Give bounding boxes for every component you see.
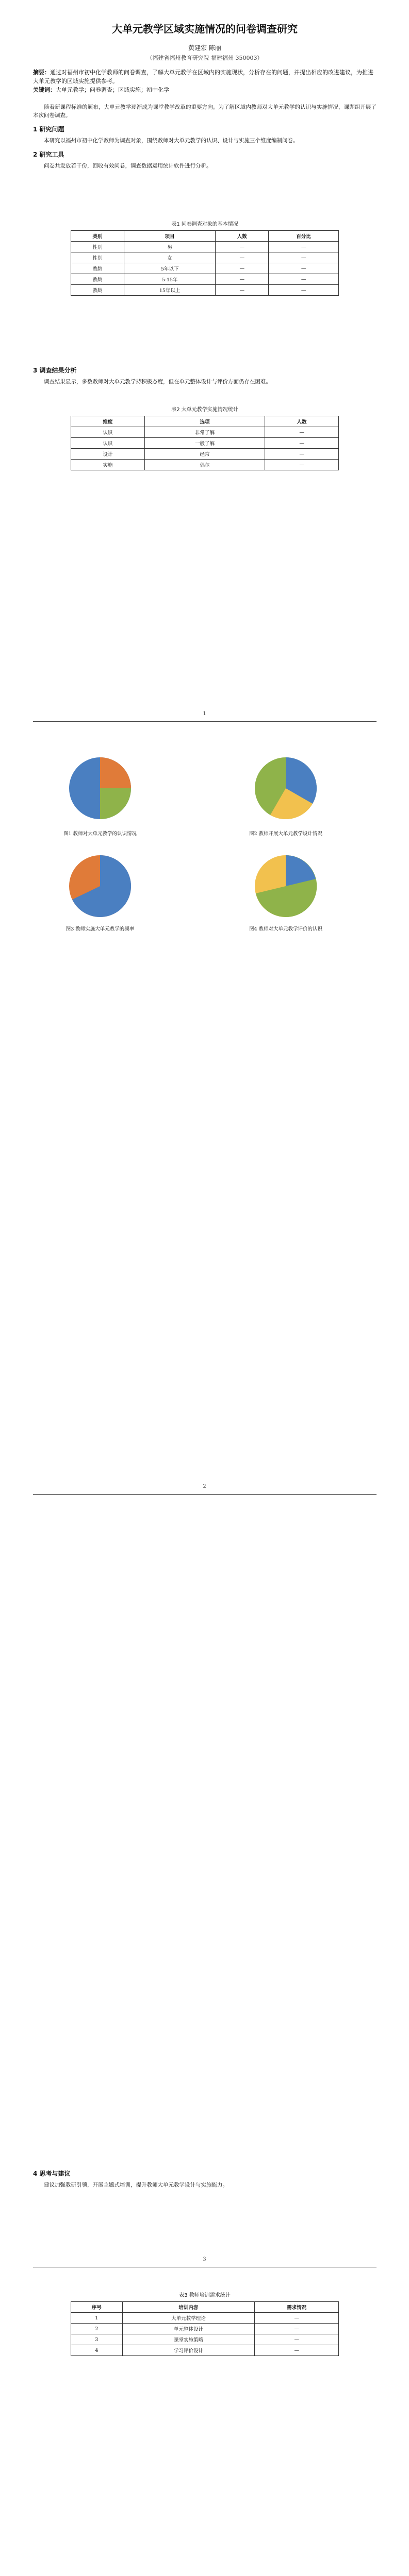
table-cell: —: [265, 460, 339, 470]
section-heading: 1 研究问题: [33, 126, 64, 133]
page-number: 3: [203, 2257, 206, 2262]
table-cell: 经常: [144, 449, 265, 460]
table-cell: —: [255, 2334, 339, 2345]
body-paragraph: 本研究以福州市初中化学教师为调查对象，围绕教师对大单元教学的认识、设计与实施三个维度编制问卷。: [44, 138, 299, 144]
figure-caption: 图1 教师对大单元教学的认识情况: [63, 831, 137, 837]
table-header: 项目: [124, 231, 216, 242]
figure-group: [33, 752, 377, 938]
table-row: [71, 2334, 339, 2345]
table-header: 人数: [216, 231, 269, 242]
table-row: [71, 274, 339, 285]
table-1: [33, 216, 377, 296]
table-cell: —: [255, 2313, 339, 2324]
abstract-text: 通过对福州市初中化学教师的问卷调查，了解大单元教学在区域内的实施现状，分析存在的问题，并提出相应的改进建议，为推进大单元教学的区域实施提供参考。: [33, 69, 373, 84]
table-cell: 大单元教学理论: [122, 2313, 255, 2324]
pie-chart: [250, 850, 322, 922]
table-row: [71, 285, 339, 296]
data-table: [71, 416, 339, 470]
table-row: [71, 438, 339, 449]
section-heading: 4 思考与建议: [33, 2170, 71, 2177]
table-row: [71, 2324, 339, 2334]
pie-svg: [64, 850, 136, 922]
section-heading: 3 调查结果分析: [33, 367, 77, 374]
page-number: 1: [203, 711, 206, 717]
table-cell: —: [216, 263, 269, 274]
table-cell: 男: [124, 242, 216, 252]
table-cell: 5年以下: [124, 263, 216, 274]
section-4: [33, 2164, 377, 2192]
pie-chart: [64, 752, 136, 824]
body-paragraph: 调查结果显示，多数教师对大单元教学持积极态度，但在单元整体设计与评价方面仍存在困难。: [44, 379, 271, 385]
table-row: [71, 242, 339, 252]
authors: 黄建宏 陈丽: [188, 44, 221, 52]
pie-chart: [250, 752, 322, 824]
table-cell: 教龄: [71, 274, 124, 285]
table-cell: —: [255, 2324, 339, 2334]
affiliation: （福建省福州教育研究院 福建福州 350003）: [146, 55, 263, 61]
table-caption: 表2 大单元教学实施情况统计: [171, 407, 238, 413]
page-number: 2: [203, 1484, 206, 1489]
body-paragraph: 建议加强教研引领，开展主题式培训，提升教师大单元教学设计与实施能力。: [44, 2182, 228, 2188]
table-cell: 偶尔: [144, 460, 265, 470]
pie-chart: [64, 850, 136, 922]
section-3: [33, 361, 377, 389]
keywords: 大单元教学；问卷调查；区域实施；初中化学: [56, 87, 169, 93]
table-cell: —: [269, 242, 339, 252]
section-heading: 2 研究工具: [33, 151, 64, 158]
table-row: [71, 460, 339, 470]
table-cell: 一般了解: [144, 438, 265, 449]
keywords-label: 关键词：: [33, 87, 56, 93]
table-row: [71, 2345, 339, 2356]
table-row: [71, 263, 339, 274]
pie-svg: [250, 752, 322, 824]
figure-caption: 图3 教师实施大单元教学的频率: [66, 926, 135, 932]
table-cell: 15年以上: [124, 285, 216, 296]
table-header: 类别: [71, 231, 124, 242]
table-cell: 设计: [71, 449, 145, 460]
table-header: 需求情况: [255, 2302, 339, 2313]
table-cell: 1: [71, 2313, 123, 2324]
paper-title: 大单元教学区域实施情况的问卷调查研究: [112, 23, 298, 35]
table-header: 序号: [71, 2302, 123, 2313]
table-row: [71, 252, 339, 263]
pie-slice: [100, 788, 131, 819]
table-cell: 非常了解: [144, 427, 265, 438]
table-cell: 单元整体设计: [122, 2324, 255, 2334]
table-cell: —: [216, 242, 269, 252]
table-cell: 学习评价设计: [122, 2345, 255, 2356]
table-cell: —: [255, 2345, 339, 2356]
table-cell: 认识: [71, 427, 145, 438]
table-cell: —: [265, 449, 339, 460]
table-row: [71, 427, 339, 438]
table-cell: —: [216, 252, 269, 263]
figure-caption: 图4 教师对大单元教学评价的认识: [249, 926, 323, 932]
table-cell: 认识: [71, 438, 145, 449]
figure-caption: 图2 教师开展大单元教学设计情况: [249, 831, 323, 837]
table-header: 选项: [144, 416, 265, 427]
table-cell: —: [265, 427, 339, 438]
table-cell: —: [269, 274, 339, 285]
body-paragraph: 随着新课程标准的颁布，大单元教学逐渐成为课堂教学改革的重要方向。为了解区域内教师对大单元教学的认识与实施情况，课题组开展了本次问卷调查。: [33, 104, 377, 118]
table-cell: 课堂实施策略: [122, 2334, 255, 2345]
table-cell: 教龄: [71, 285, 124, 296]
page-divider: [33, 721, 377, 722]
table-header: 百分比: [269, 231, 339, 242]
section-1: [33, 103, 377, 173]
table-cell: —: [216, 274, 269, 285]
table-cell: —: [269, 252, 339, 263]
data-table: [71, 230, 339, 296]
table-caption: 表1 问卷调查对象的基本情况: [171, 222, 238, 227]
table-cell: 教龄: [71, 263, 124, 274]
pie-svg: [64, 752, 136, 824]
pie-slice: [100, 757, 131, 788]
table-cell: 性别: [71, 242, 124, 252]
table-cell: 2: [71, 2324, 123, 2334]
table-cell: —: [269, 263, 339, 274]
table-cell: 女: [124, 252, 216, 263]
abstract-label: 摘要：: [33, 69, 50, 76]
table-row: [71, 449, 339, 460]
table-cell: 性别: [71, 252, 124, 263]
table-header: 培训内容: [122, 2302, 255, 2313]
table-caption: 表3 教师培训需求统计: [179, 2293, 231, 2298]
table-cell: —: [265, 438, 339, 449]
table-header: 维度: [71, 416, 145, 427]
table-cell: 3: [71, 2334, 123, 2345]
table-cell: —: [269, 285, 339, 296]
data-table: [71, 2301, 339, 2356]
table-cell: 5-15年: [124, 274, 216, 285]
body-paragraph: 问卷共发放若干份，回收有效问卷，调查数据运用统计软件进行分析。: [44, 163, 212, 169]
table-cell: —: [216, 285, 269, 296]
page-divider: [33, 1494, 377, 1495]
table-3: [33, 2287, 377, 2356]
table-header: 人数: [265, 416, 339, 427]
table-2: [33, 402, 377, 470]
table-row: [71, 2313, 339, 2324]
table-cell: 4: [71, 2345, 123, 2356]
abstract: [33, 68, 377, 94]
pie-svg: [250, 850, 322, 922]
table-cell: 实施: [71, 460, 145, 470]
